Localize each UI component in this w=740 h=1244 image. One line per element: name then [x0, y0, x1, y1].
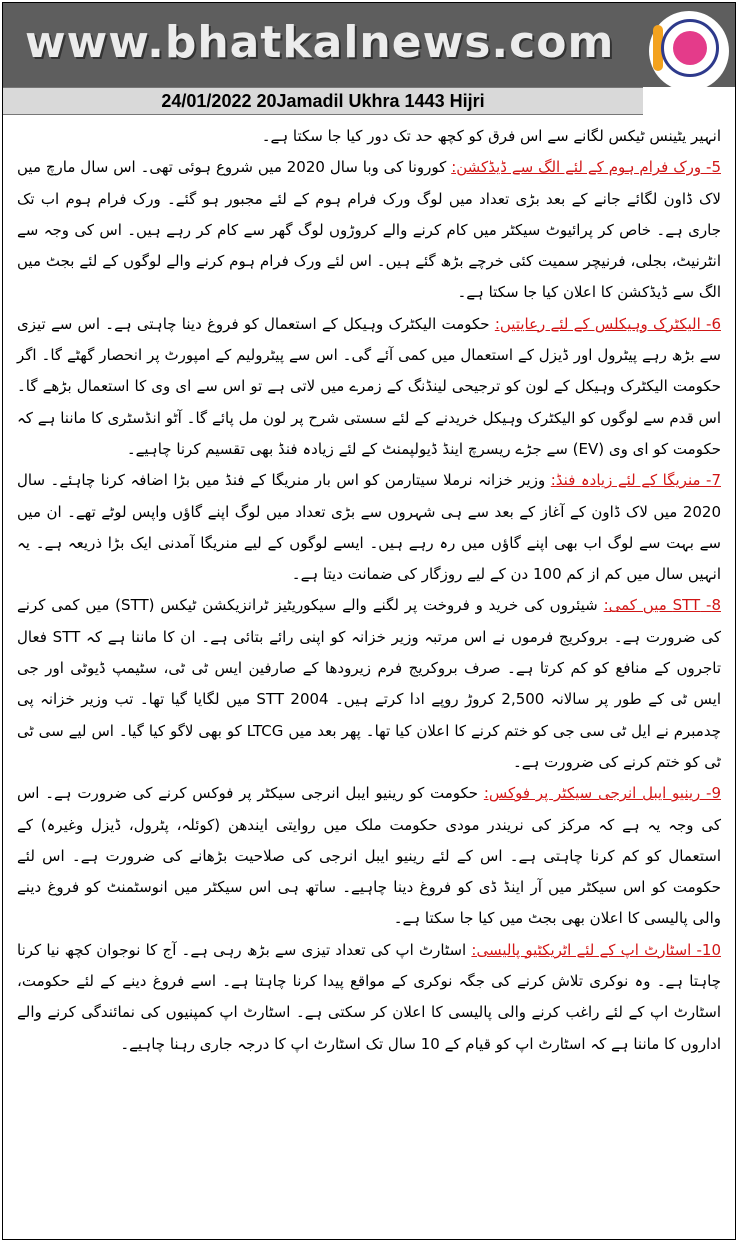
site-url: www.bhatkalnews.com	[25, 17, 615, 68]
date-line: 24/01/2022 20Jamadil Ukhra 1443 Hijri	[161, 91, 485, 111]
section-5	[17, 152, 721, 308]
section-9-text: حکومت کو رینیو ایبل انرجی سیکٹر پر فوکس کرنے کی ضرورت ہے۔ اس کی وجہ یہ ہے کہ مرکز کی نریندر مودی حکومت ملک میں روایتی ایندھن (کوئلہ، پٹرول، ڈیزل وغیرہ) کے استعمال کو کم کرنا چاہتی ہے۔ اس کے لئے رینیو ایبل انرجی کی صلاحیت بڑھانے کی ضرورت ہے۔ اس لئے حکومت کو اس سیکٹر میں آر اینڈ ڈی کو فروغ دینا چاہیے۔ ساتھ ہی اس سیکٹر میں انوسٹمنٹ کو فروغ دینے والی پالیسی کا اعلان بھی بجٹ میں کیا جا سکتا ہے۔	[17, 784, 721, 928]
section-9	[17, 778, 721, 934]
section-10-heading: 10- اسٹارٹ اپ کے لئے اٹریکٹیو پالیسی:	[471, 940, 721, 959]
section-8-text: شیئروں کی خرید و فروخت پر لگنے والے سیکوریٹیز ٹرانزیکشن ٹیکس (STT) میں کمی کرنے کی ضرورت ہے۔ بروکریج فرموں نے اس مرتبہ وزیر خزانہ کو اپنی رائے بتائی ہے۔ ان کا ماننا ہے کہ STT فعال تاجروں کے منافع کو کم کرتا ہے۔ صرف بروکریج فرم زیرودھا کے صارفین ایس ٹی ٹی، سٹیمپ ڈیوٹی اور جی ایس ٹی کے طور پر سالانہ 2,500 کروڑ روپے ادا کرتے ہیں۔ STT 2004 میں لگایا گیا تھا۔ تب وزیر خزانہ پی چدمبرم نے ایل ٹی سی جی کو ختم کرنے کا اعلان کیا تھا۔ پھر بعد میں LTCG کو بھی لاگو کیا گیا۔ اس لیے سی ٹی ٹی کو ختم کرنے کی ضرورت ہے۔	[17, 596, 721, 771]
section-10-text: اسٹارٹ اپ کی تعداد تیزی سے بڑھ رہی ہے۔ آج کا نوجوان کچھ نیا کرنا چاہتا ہے۔ وہ نوکری تلاش کرنے کی جگہ نوکری کے مواقع پیدا کرنا چاہتا ہے۔ اسے فروغ دینے کے لئے حکومت، اسٹارٹ اپ کے لئے راغب کرنے والی پالیسی کا اعلان کر سکتی ہے۔ اسٹارٹ اپ کمپنیوں کی نمائندگی کرنے والے اداروں کا ماننا ہے کہ اسٹارٹ اپ کو قیام کے 10 سال تک اسٹارٹ اپ کا درجہ جاری رہنا چاہیے۔	[17, 940, 721, 1053]
section-8	[17, 590, 721, 778]
section-8-heading: 8- STT میں کمی:	[603, 596, 721, 615]
section-6-text: حکومت الیکٹرک وہیکل کے استعمال کو فروغ دینا چاہتی ہے۔ اس سے تیزی سے بڑھ رہے پیٹرول اور ڈیزل کے استعمال میں کمی آئے گی۔ اس سے پیٹرولیم کے امپورٹ پر انحصار گھٹے گا۔ اگر حکومت الیکٹرک وہیکل کے لون کو ترجیحی لینڈنگ کے زمرے میں لاتی ہے تو اس سے ای وی کا استعمال بڑھے گا۔ اس قدم سے لوگوں کو الیکٹرک وہیکل خریدنے کے لئے سستی شرح پر لون مل پائے گا۔ آٹو انڈسٹری کا ماننا ہے کہ حکومت کو ای وی (EV) سے جڑے ریسرچ اینڈ ڈیولپمنٹ کے لئے زیادہ فنڈ بھی تقسیم کرنا چاہیے۔	[17, 314, 721, 458]
masthead-banner	[3, 3, 735, 87]
section-7	[17, 465, 721, 590]
article-body	[17, 121, 721, 1235]
date-bar	[3, 87, 643, 115]
bhatkal-news-logo-icon	[649, 11, 729, 91]
intro-paragraph: انہیر یٹینس ٹیکس لگانے سے اس فرق کو کچھ حد تک دور کیا جا سکتا ہے۔	[261, 127, 721, 145]
section-5-text: کورونا کی وبا سال 2020 میں شروع ہوئی تھی۔ اس سال مارچ میں لاک ڈاون لگائے جانے کے بعد بڑی تعداد میں لوگ ورک فرام ہوم کے لئے مجبور ہو گئے۔ ورک فرام ہوم اب تک جاری ہے۔ خاص کر پرائیوٹ سیکٹر میں کام کرنے والے کروڑوں لوگ گھر سے کام کر رہے ہیں۔ اس کی وجہ سے انٹرنیٹ، بجلی، فرنیچر سمیت کئی خرچے بڑھ گئے ہیں۔ اس لئے ورک فرام ہوم کرنے والے لوگوں کے لئے بجٹ میں الگ سے ڈیڈکشن کا اعلان کیا جا سکتا ہے۔	[17, 158, 721, 302]
section-7-heading: 7- منریگا کے لئے زیادہ فنڈ:	[550, 471, 721, 490]
section-7-text: وزیر خزانہ نرملا سیتارمن کو اس بار منریگا کے فنڈ میں بڑا اضافہ کرنا چاہئے۔ سال 2020 میں لاک ڈاون کے آغاز کے بعد سے ہی شہروں سے بڑی تعداد میں لوگ اپنے گاؤں واپس لوٹے تھے۔ ان میں سے بہت سے لوگ اب بھی اپنے گاؤں میں رہ رہے ہیں۔ ایسے لوگوں کے لیے منریگا آمدنی ایک بڑا ذریعہ ہے۔ یہ انہیں سال میں کم از کم 100 دن کے لیے روزگار کی ضمانت دیتا ہے۔	[17, 471, 721, 584]
section-9-heading: 9- رینیو ایبل انرجی سیکٹر پر فوکس:	[483, 784, 721, 803]
section-6	[17, 309, 721, 465]
section-5-heading: 5- ورک فرام ہوم کے لئے الگ سے ڈیڈکشن:	[451, 158, 721, 177]
section-10	[17, 935, 721, 1060]
newspaper-clipping	[2, 2, 736, 1240]
section-6-heading: 6- الیکٹرک وہیکلس کے لئے رعایتیں:	[494, 314, 721, 333]
